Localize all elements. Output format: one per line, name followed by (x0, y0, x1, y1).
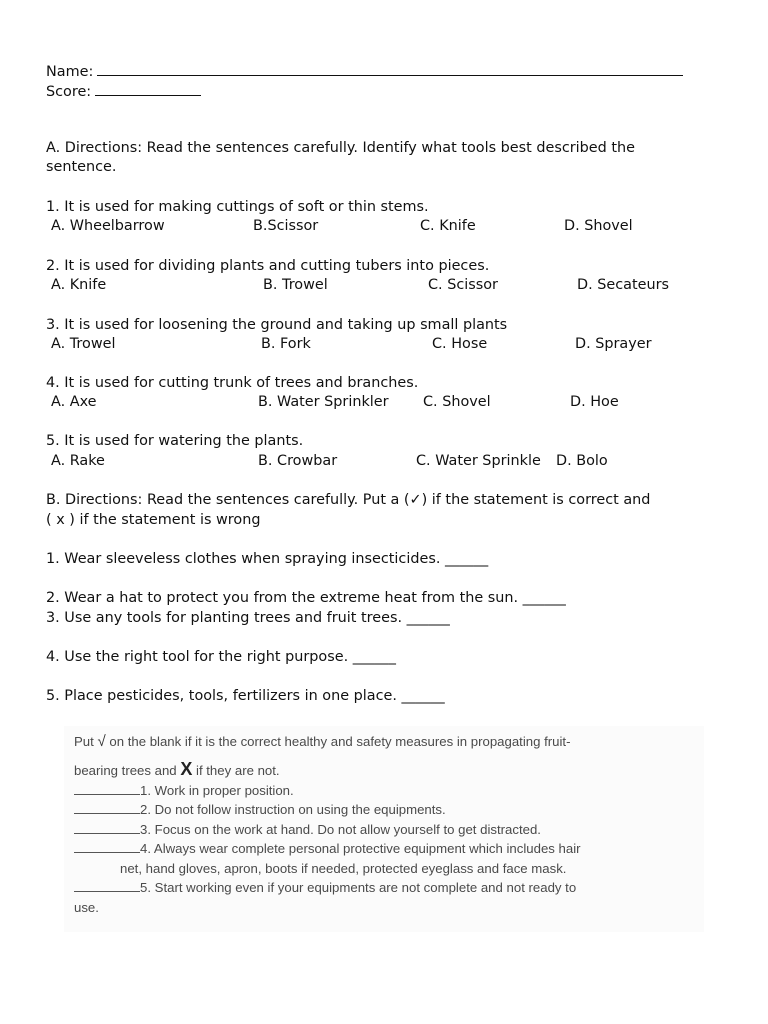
score-blank[interactable] (95, 81, 201, 96)
q2-option-d: D. Secateurs (577, 277, 669, 293)
q5-option-c: C. Water Sprinkle (416, 453, 541, 469)
scan-blank-3[interactable] (74, 821, 140, 834)
question-2: 2. It is used for dividing plants and cutting tubers into pieces. (46, 258, 490, 274)
scan-item-4 (74, 839, 581, 858)
question-4-options (0, 392, 768, 412)
question-4: 4. It is used for cutting trunk of trees and branches. (46, 375, 419, 391)
question-5: 5. It is used for watering the plants. (46, 433, 304, 449)
q2-option-b: B. Trowel (263, 277, 328, 293)
q2-option-c: C. Scissor (428, 277, 498, 293)
scan-item-2-text: 2. Do not follow instruction on using the equipments. (140, 802, 446, 817)
scan-intro-line2 (74, 760, 280, 780)
scan-intro-put: Put (74, 734, 94, 749)
scan-blank-5[interactable] (74, 879, 140, 892)
scan-intro-line2-b: if they are not. (196, 763, 280, 778)
part-a-directions-line2: sentence. (46, 159, 117, 175)
scan-item-3 (74, 820, 541, 839)
part-b-item-4: 4. Use the right tool for the right purpose. ______ (46, 649, 396, 665)
q1-option-b: B.Scissor (253, 218, 319, 234)
scan-blank-4[interactable] (74, 840, 140, 853)
scan-intro-line1 (74, 732, 570, 751)
q4-option-d: D. Hoe (570, 394, 619, 410)
scan-item-1-text: 1. Work in proper position. (140, 783, 294, 798)
q5-option-a: A. Rake (51, 453, 105, 469)
scan-item-2 (74, 800, 446, 819)
scan-intro-rest: on the blank if it is the correct healthy and safety measures in propagating fruit- (109, 734, 571, 749)
q5-option-d: D. Bolo (556, 453, 608, 469)
part-b-item-5: 5. Place pesticides, tools, fertilizers in one place. ______ (46, 688, 445, 704)
question-2-options (0, 275, 768, 295)
q4-option-b: B. Water Sprinkler (258, 394, 389, 410)
q1-option-a: A. Wheelbarrow (51, 218, 165, 234)
scan-item-5-text: 5. Start working even if your equipments are not complete and not ready to (140, 880, 577, 895)
x-mark-icon: X (180, 759, 193, 779)
scan-item-5 (74, 878, 576, 897)
q4-option-a: A. Axe (51, 394, 97, 410)
q3-option-d: D. Sprayer (575, 336, 652, 352)
name-blank[interactable] (97, 61, 683, 76)
question-3-options (0, 334, 768, 354)
q3-option-b: B. Fork (261, 336, 311, 352)
q2-option-a: A. Knife (51, 277, 107, 293)
check-mark-icon: √ (97, 733, 106, 750)
q1-option-c: C. Knife (420, 218, 476, 234)
q3-option-a: A. Trowel (51, 336, 116, 352)
scan-item-4-text: 4. Always wear complete personal protective equipment which includes hair (140, 841, 581, 856)
q1-option-d: D. Shovel (564, 218, 633, 234)
part-a-directions-line1: A. Directions: Read the sentences carefully. Identify what tools best described the (46, 140, 635, 156)
scan-blank-2[interactable] (74, 801, 140, 814)
q5-option-b: B. Crowbar (258, 453, 338, 469)
score-line (46, 81, 201, 102)
question-1: 1. It is used for making cuttings of soft or thin stems. (46, 199, 429, 215)
name-line (46, 61, 683, 82)
scan-intro-line2-a: bearing trees and (74, 763, 177, 778)
scan-item-1 (74, 781, 294, 800)
scan-item-4-cont: net, hand gloves, apron, boots if needed, protected eyeglass and face mask. (120, 861, 567, 876)
part-b-item-1: 1. Wear sleeveless clothes when spraying insecticides. ______ (46, 551, 489, 567)
name-label: Name: (46, 64, 94, 80)
part-b-item-3: 3. Use any tools for planting trees and fruit trees. ______ (46, 610, 450, 626)
part-b-directions-line1: B. Directions: Read the sentences carefully. Put a (✓) if the statement is correct and (46, 492, 651, 508)
score-label: Score: (46, 84, 92, 100)
scanned-exercise (64, 726, 704, 932)
question-3: 3. It is used for loosening the ground and taking up small plants (46, 317, 508, 333)
q4-option-c: C. Shovel (423, 394, 491, 410)
part-b-directions-line2: ( x ) if the statement is wrong (46, 512, 261, 528)
scan-item-5-cont: use. (74, 900, 99, 915)
scan-item-3-text: 3. Focus on the work at hand. Do not allow yourself to get distracted. (140, 822, 541, 837)
question-1-options (0, 216, 768, 236)
part-b-item-2: 2. Wear a hat to protect you from the extreme heat from the sun. ______ (46, 590, 566, 606)
scan-blank-1[interactable] (74, 782, 140, 795)
question-5-options (0, 451, 768, 471)
q3-option-c: C. Hose (432, 336, 488, 352)
